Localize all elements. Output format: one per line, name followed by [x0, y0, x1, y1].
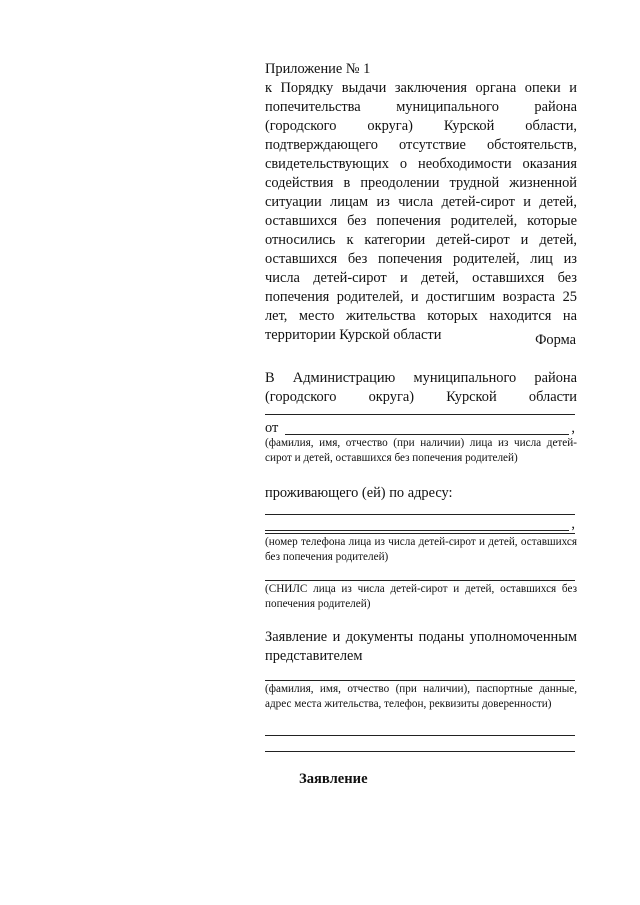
submitted-by-text: Заявление и документы поданы уполномоченным представителем: [265, 629, 577, 664]
from-comma: ,: [571, 420, 575, 436]
document-title: Заявление: [299, 771, 368, 787]
name-hint: (фамилия, имя, отчество (при наличии) лица из числа детей-сирот и детей, оставшихся без попечения родителей): [265, 437, 577, 464]
phone-hint: (номер телефона лица из числа детей-сирот и детей, оставшихся без попечения родителей): [265, 536, 577, 563]
snils-hint: (СНИЛС лица из числа детей-сирот и детей, оставшихся без попечения родителей): [265, 583, 577, 610]
address-line-1[interactable]: [265, 514, 575, 515]
address-row-2: [265, 516, 577, 534]
phone-line[interactable]: [265, 533, 575, 534]
extra-line-1[interactable]: [265, 735, 575, 736]
appendix-text: к Порядку выдачи заключения органа опеки и попечительства муниципального района (городского округа) Курской области, подтверждающего отсутствие обстоятельств, свидетельствующих о необходимости оказания содействия в преодолении трудной жизненной ситуации лицам из числа детей-сирот и детей, оставшихся без попечения родителей, которые относились к категории детей-сирот и детей, оставшихся без попечения родителей, лиц из числа детей-сирот и детей, оставшихся без попечения родителей, и достигшим возраста 25 лет, место жительства которых находится на территории Курской области: [265, 80, 577, 343]
address-comma: ,: [571, 516, 575, 532]
from-label: от: [265, 420, 279, 436]
form-label: Форма: [535, 332, 576, 348]
from-name-field[interactable]: [285, 434, 569, 435]
appendix-title: Приложение № 1: [265, 61, 371, 77]
addressee: В Администрацию муниципального района (городского округа) Курской области: [265, 370, 577, 405]
appendix-header: [265, 60, 577, 345]
address-line-2[interactable]: [265, 530, 569, 531]
addressee-line[interactable]: [265, 414, 575, 415]
snils-line[interactable]: [265, 580, 575, 581]
extra-line-2[interactable]: [265, 751, 575, 752]
representative-hint: (фамилия, имя, отчество (при наличии), паспортные данные, адрес места жительства, телефон, реквизиты доверенности): [265, 683, 577, 710]
representative-line[interactable]: [265, 680, 575, 681]
residence-label: проживающего (ей) по адресу:: [265, 485, 453, 501]
